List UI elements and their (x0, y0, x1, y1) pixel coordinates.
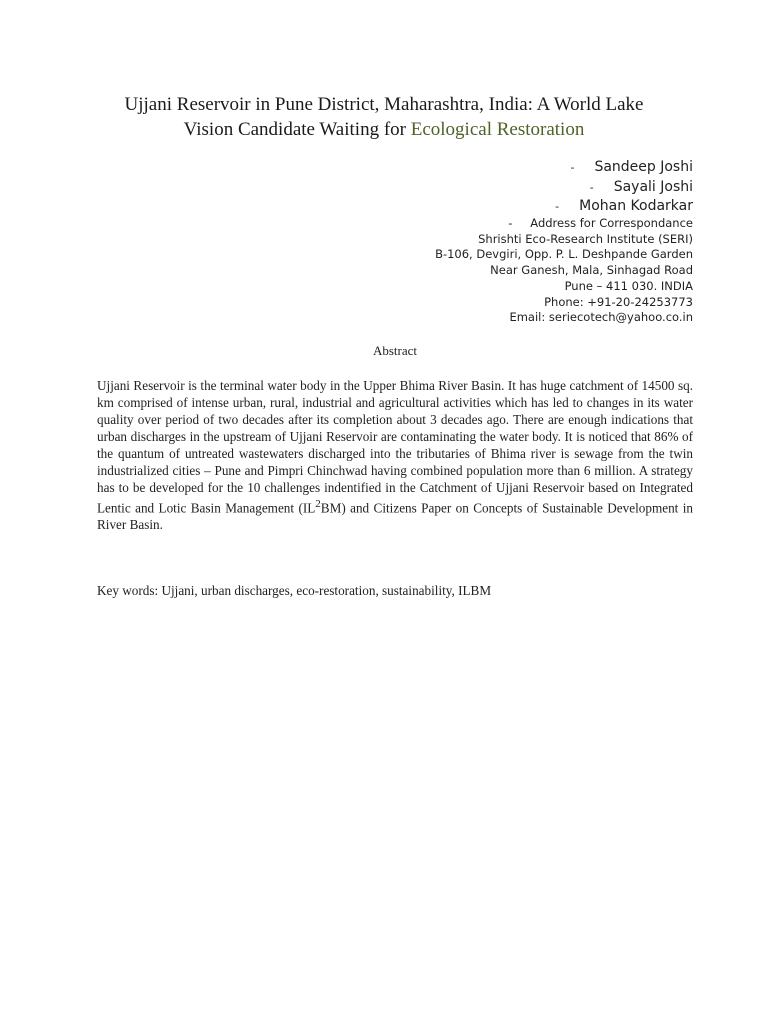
abstract-text-part-2: BM) and Citizens Paper on Concepts of Sustainable Development in River Basin. (97, 500, 693, 533)
paper-title (60, 92, 708, 142)
abstract-heading: Abstract (372, 343, 418, 358)
title-line-2-prefix: Vision Candidate Waiting for (183, 119, 411, 140)
correspondence-address (435, 216, 693, 326)
address-heading (435, 216, 693, 232)
author-bullet: - (570, 161, 575, 174)
title-accent-text: Ecological Restoration (410, 119, 585, 140)
author-list (555, 158, 693, 217)
address-line: Shrishti Eco-Research Institute (SERI) (478, 231, 693, 246)
abstract-text-part-1: Ujjani Reservoir is the terminal water body in the Upper Bhima River Basin. It has huge catchment of 14500 sq. km comprised of intense urban, rural, industrial and agricultural activities which has led to changes in its water quality over period of two decades after its completion about 3 decades ago. There are enough indications that urban discharges in the upstream of Ujjani Reservoir are contaminating the water body. It is noticed that 86% of the quantum of untreated wastewaters discharged into the tributaries of Bhima river is sewage from the twin industrialized cities – Pune and Pimpri Chinchwad having combined population more than 6 million. A strategy has to be developed for the 10 challenges indentified in the Catchment of Ujjani Reservoir based on Integrated Lentic and Lotic Basin Management (IL (97, 378, 693, 516)
author-name: Sayali Joshi (613, 178, 693, 195)
abstract-superscript: 2 (315, 498, 321, 510)
author-item (555, 178, 693, 198)
keywords: Key words: Ujjani, urban discharges, eco-restoration, sustainability, ILBM (97, 583, 492, 598)
author-name: Sandeep Joshi (594, 159, 693, 175)
phone-line: Phone: +91-20-24253773 (544, 294, 693, 309)
email-line: Email: seriecotech@yahoo.co.in (509, 310, 693, 325)
author-item (555, 197, 693, 217)
author-bullet: - (555, 200, 560, 213)
address-bullet: - (508, 216, 513, 230)
author-name: Mohan Kodarkar (579, 198, 693, 214)
title-line-2 (60, 117, 708, 142)
title-line-1: Ujjani Reservoir in Pune District, Maharashtra, India: A World Lake (124, 94, 644, 115)
abstract-body (97, 377, 693, 533)
author-bullet: - (589, 180, 594, 194)
address-line: Near Ganesh, Mala, Sinhagad Road (490, 263, 693, 278)
address-heading-text: Address for Correspondance (530, 216, 693, 230)
address-line: Pune – 411 030. INDIA (564, 278, 693, 293)
address-line: B-106, Devgiri, Opp. P. L. Deshpande Garden (435, 247, 693, 262)
author-item (555, 158, 693, 178)
